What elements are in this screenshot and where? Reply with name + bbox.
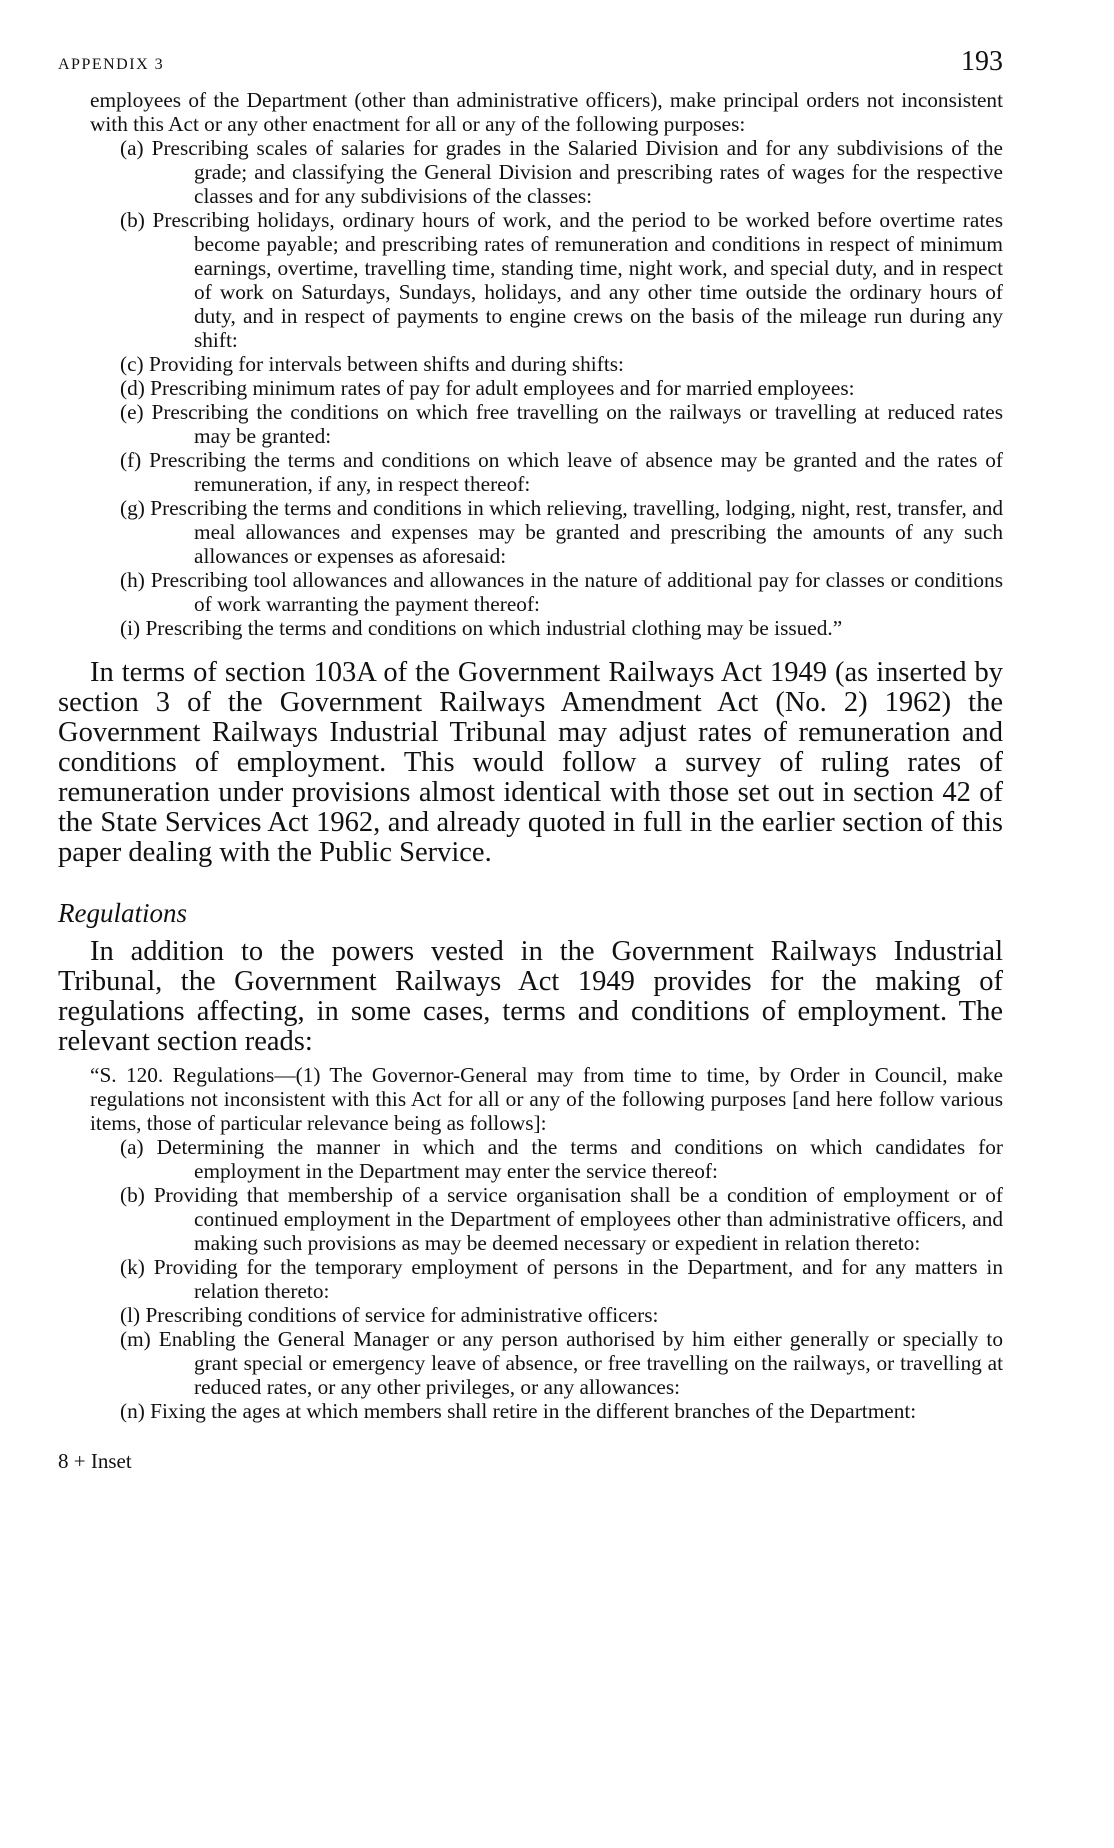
- list-item: [120, 136, 1003, 208]
- body-paragraph-regulations: In addition to the powers vested in the Government Railways Industrial Tribunal, the Government Railways Act 1949 provides for the making of regulations affecting, in some cases, terms and conditions of employment. The relevant section reads:: [58, 936, 1003, 1057]
- item-text: Prescribing scales of salaries for grades in the Salaried Division and for any subdivisions of the grade; and classifying the General Division and prescribing rates of wages for the respective classes and for any subdivisions of the classes:: [151, 136, 1003, 208]
- item-text: Prescribing conditions of service for administrative officers:: [145, 1303, 659, 1327]
- item-text: Prescribing holidays, ordinary hours of work, and the period to be worked before overtime rates become payable; and prescribing rates of remuneration and conditions in respect of minimum earnings, overtime, travelling time, standing time, night work, and special duty, and in respect of work on Saturdays, Sundays, holidays, and any other time outside the ordinary hours of duty, and in respect of payments to engine crews on the basis of the mileage run during any shift:: [152, 208, 1003, 352]
- page-header: [58, 34, 1003, 88]
- item-text: Prescribing the terms and conditions on which leave of absence may be granted and the rates of remuneration, if any, in respect thereof:: [149, 448, 1004, 496]
- item-label: (a): [120, 1135, 144, 1159]
- item-label: (g): [120, 496, 145, 520]
- item-text: Providing for the temporary employment of persons in the Department, and for any matters in relation thereto:: [153, 1255, 1003, 1303]
- quote-intro: employees of the Department (other than administrative officers), make principal orders not inconsistent with this Act or any other enactment for all or any of the following purposes:: [90, 88, 1003, 136]
- item-label: (b): [120, 208, 145, 232]
- spacer: [58, 640, 1003, 658]
- list-item: [120, 1399, 1003, 1423]
- list-item: [120, 1135, 1003, 1183]
- list-item: [120, 568, 1003, 616]
- item-text: Fixing the ages at which members shall retire in the different branches of the Department:: [150, 1399, 917, 1423]
- item-label: (e): [120, 400, 144, 424]
- item-label: (n): [120, 1399, 145, 1423]
- item-label: (d): [120, 376, 145, 400]
- list-item: [120, 496, 1003, 568]
- item-text: Determining the manner in which and the terms and conditions on which candidates for employment in the Department may enter the service thereof:: [156, 1135, 1004, 1183]
- item-text: Prescribing the conditions on which free travelling on the railways or travelling at reduced rates may be granted:: [151, 400, 1003, 448]
- item-text: Prescribing the terms and conditions on which industrial clothing may be issued.”: [145, 616, 843, 640]
- item-label: (l): [120, 1303, 141, 1327]
- item-label: (i): [120, 616, 141, 640]
- list-item: [120, 1255, 1003, 1303]
- item-label: (h): [120, 568, 145, 592]
- order-purposes-list: [120, 136, 1003, 640]
- item-text: Enabling the General Manager or any person authorised by him either generally or specially to grant special or emergency leave of absence, or free travelling on the railways, or travelling at reduced rates, or any other privileges, or any allowances:: [158, 1327, 1004, 1399]
- item-label: (f): [120, 448, 142, 472]
- item-text: Providing for intervals between shifts and during shifts:: [148, 352, 624, 376]
- item-label: (k): [120, 1255, 145, 1279]
- document-page: [58, 34, 1003, 1474]
- quote-intro: “S. 120. Regulations—(1) The Governor-General may from time to time, by Order in Council, make regulations not inconsistent with this Act for all or any of the following purposes [and here follow various items, those of particular relevance being as follows]:: [90, 1063, 1003, 1135]
- item-text: Prescribing the terms and conditions in which relieving, travelling, lodging, night, rest, transfer, and meal allowances and expenses may be granted and prescribing the amounts of any such allowances or expenses as aforesaid:: [150, 496, 1004, 568]
- regulation-purposes-list: [120, 1135, 1003, 1423]
- page-number: 193: [961, 46, 1003, 77]
- list-item: [120, 376, 1003, 400]
- list-item: [120, 208, 1003, 352]
- list-item: [120, 616, 1003, 640]
- list-item: [120, 448, 1003, 496]
- list-item: [120, 1183, 1003, 1255]
- running-head: APPENDIX 3: [58, 56, 165, 73]
- list-item: [120, 1327, 1003, 1399]
- item-text: Providing that membership of a service organisation shall be a condition of employment or of continued employment in the Department of employees other than administrative officers, and making such provisions as may be deemed necessary or expedient in relation thereto:: [153, 1183, 1004, 1255]
- list-item: [120, 352, 1003, 376]
- item-label: (b): [120, 1183, 145, 1207]
- body-paragraph-tribunal: In terms of section 103A of the Government Railways Act 1949 (as inserted by section 3 of the Government Railways Amendment Act (No. 2) 1962) the Government Railways Industrial Tribunal may adjust rates of remuneration and conditions of employment. This would follow a survey of ruling rates of remuneration under provisions almost identical with those set out in section 42 of the State Services Act 1962, and already quoted in full in the earlier section of this paper dealing with the Public Service.: [58, 657, 1003, 868]
- quoted-section-120: [90, 1063, 1003, 1423]
- list-item: [120, 1303, 1003, 1327]
- section-heading: Regulations: [58, 898, 187, 928]
- signature-mark: 8 + Inset: [58, 1449, 132, 1473]
- list-item: [120, 400, 1003, 448]
- item-text: Prescribing minimum rates of pay for adult employees and for married employees:: [150, 376, 855, 400]
- item-label: (c): [120, 352, 144, 376]
- quoted-order-extract: [90, 88, 1003, 640]
- item-label: (m): [120, 1327, 151, 1351]
- item-text: Prescribing tool allowances and allowances in the nature of additional pay for classes or conditions of work warranting the payment thereof:: [150, 568, 1003, 616]
- item-label: (a): [120, 136, 144, 160]
